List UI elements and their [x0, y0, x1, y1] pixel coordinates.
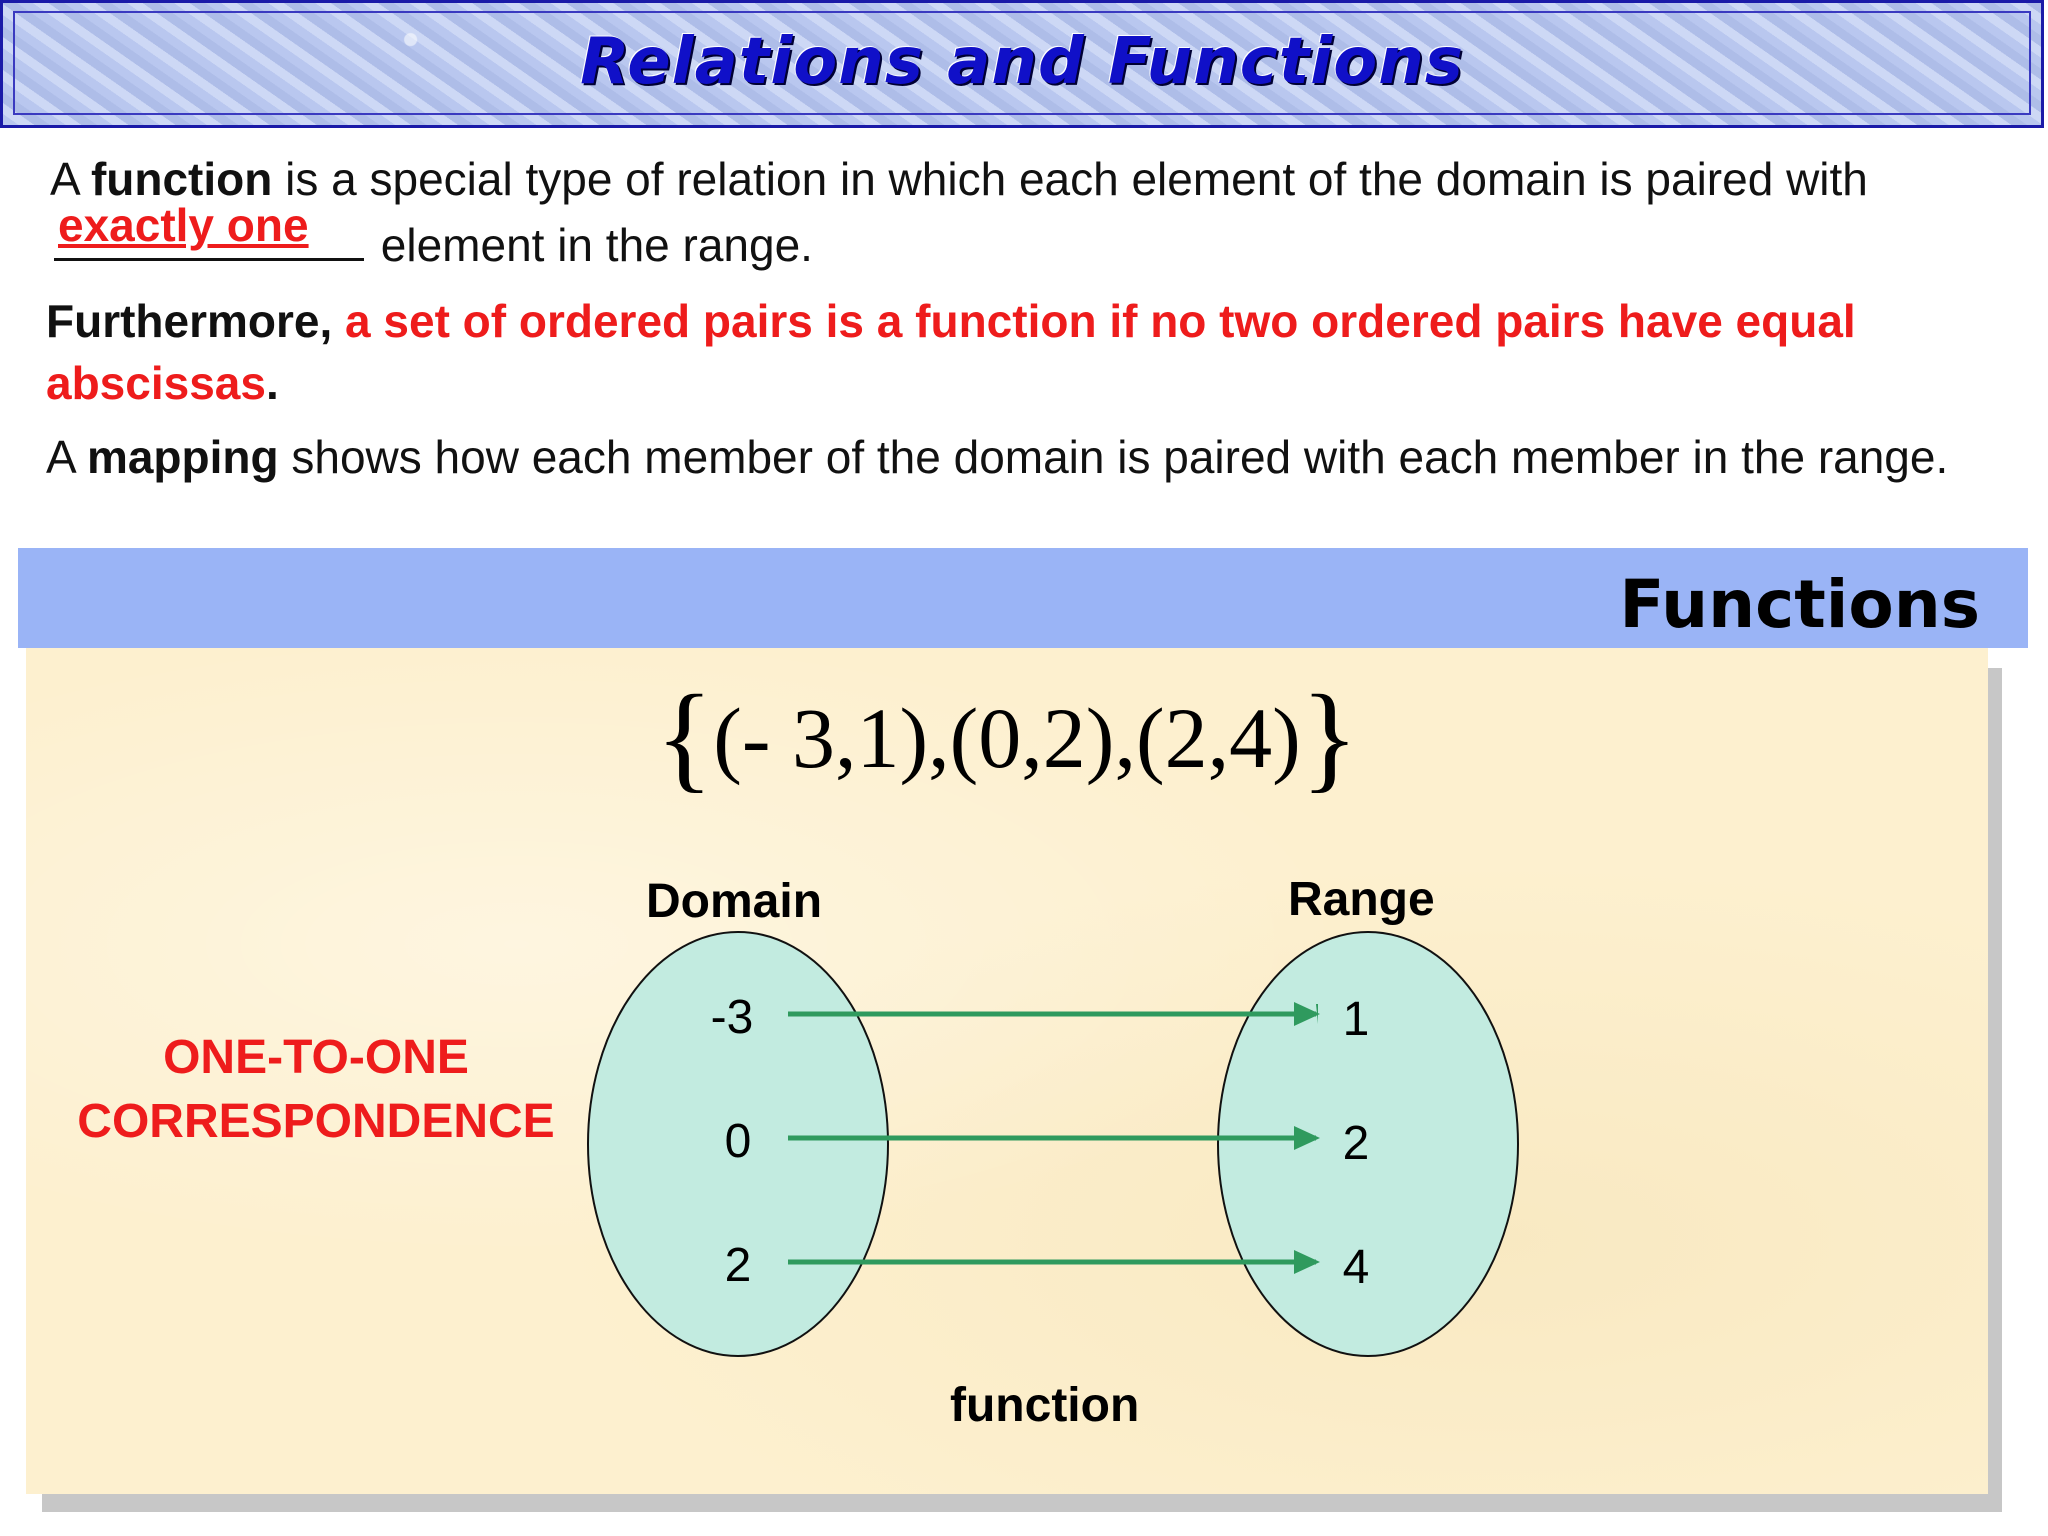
section-band — [18, 548, 2028, 648]
ordered-pairs-rule — [46, 290, 2006, 414]
domain-value: 2 — [724, 1239, 752, 1292]
p1-post: element in the range. — [368, 219, 813, 271]
range-title: Range — [1288, 873, 1435, 926]
p1-pre: A — [50, 153, 91, 205]
type-label-line2: CORRESPONDENCE — [77, 1095, 555, 1148]
title-banner — [0, 0, 2044, 128]
example-panel — [26, 648, 1988, 1494]
domain-title: Domain — [646, 875, 823, 928]
blank-answer: exactly one — [58, 199, 309, 251]
domain-value: 0 — [724, 1115, 752, 1168]
slide-title: Relations and Functions — [580, 25, 1464, 99]
close-brace: } — [1300, 670, 1359, 803]
p2-lead: Furthermore, — [46, 295, 333, 347]
type-label-line1: ONE-TO-ONE — [163, 1031, 469, 1084]
p1-mid: is a special type of relation in which each element of the domain is paired with — [272, 153, 1868, 205]
section-label: Functions — [1619, 566, 1980, 643]
p2-end: . — [265, 357, 279, 409]
mapping-caption: function — [950, 1379, 1140, 1432]
mapping-definition — [46, 426, 2006, 488]
pair-3: (2,4) — [1135, 690, 1301, 786]
p1-term: function — [90, 153, 273, 205]
range-value: 2 — [1342, 1117, 1370, 1170]
domain-value: -3 — [710, 991, 754, 1044]
function-definition — [50, 148, 2010, 276]
range-value: 4 — [1342, 1241, 1370, 1294]
p3-post: shows how each member of the domain is paired with each member in the range. — [278, 431, 1949, 483]
p2-rule: a set of ordered pairs is a function if no two ordered pairs have equal abscissas — [46, 295, 1856, 409]
fill-in-blank — [54, 199, 364, 261]
open-brace: { — [655, 670, 714, 803]
p3-term: mapping — [86, 431, 279, 483]
correspondence-type-label — [36, 1026, 596, 1154]
pair-1: (- 3,1) — [713, 690, 929, 786]
pair-2: (0,2) — [949, 690, 1115, 786]
ordered-pairs-set: {(- 3,1),(0,2),(2,4)} — [655, 670, 1359, 803]
range-value: 1 — [1342, 993, 1370, 1046]
p3-pre: A — [46, 431, 87, 483]
